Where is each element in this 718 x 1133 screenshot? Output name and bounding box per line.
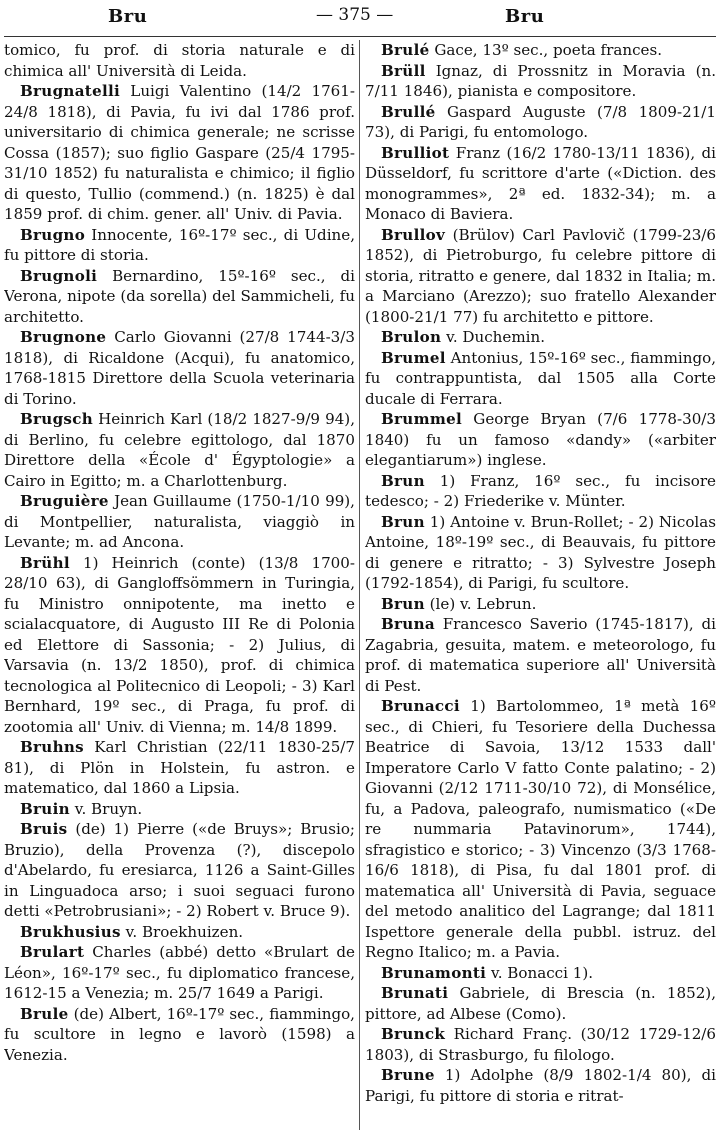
entry-text: tomico, fu prof. di storia naturale e di chimica all' Università di Leida. [4, 41, 355, 80]
entry-text: (le) v. Lebrun. [429, 594, 537, 613]
dictionary-entry [365, 61, 716, 102]
dictionary-entry [365, 409, 716, 471]
dictionary-entry [4, 942, 355, 1004]
dictionary-entry [4, 553, 355, 738]
entry-text: Francesco Saverio (1745-1817), di Zagabria, gesuita, matem. e meteorologo, fu prof. di matematica superiore all' Università di Pest. [365, 615, 716, 695]
dictionary-entry [4, 922, 355, 943]
entry-text: 1) Bartolommeo, 1ª metà 16º sec., di Chieri, fu Tesoriere della Duchessa Beatrice di Savoia, 13/12 1533 dall' Imperatore Carlo V fatto Conte palatino; - 2) Giovanni (2/12 1711-30/10 72), di Monsélice, fu, a Padova, paleografo, numismatico («De re nummaria Patavinorum», 1744), sfragistico e storico; - 3) Vincenzo (3/3 1768-16/6 1818), di Pisa, fu dal 1801 prof. di matematica all' Università di Pavia, seguace del metodo analitico del Lagrange; dal 1811 Ispettore generale della pubbl. istruz. del Regno Italico; m. a Pavia. [365, 697, 716, 961]
entry-text: Richard Franç. (30/12 1729-12/6 1803), di Strasburgo, fu filologo. [365, 1025, 716, 1064]
dictionary-entry [365, 348, 716, 410]
dictionary-entry [4, 491, 355, 553]
running-head-right: Bru [505, 6, 545, 27]
entry-headword: Brugno [20, 225, 86, 244]
entry-headword: Bruguière [20, 492, 109, 510]
entry-headword: Brunamonti [381, 963, 487, 982]
entry-text: Karl Christian (22/11 1830-25/7 81), di Plön in Holstein, fu astron. e matematico, dal 1860 a Lipsia. [4, 738, 355, 797]
dictionary-entry [365, 696, 716, 963]
dictionary-entry [4, 266, 355, 328]
entry-headword: Bruin [20, 799, 70, 818]
entry-headword: Brühl [20, 553, 70, 572]
entry-headword: Bruis [20, 820, 68, 838]
entry-text: v. Duchemin. [446, 328, 545, 346]
entry-headword: Bruhns [20, 738, 84, 756]
entry-headword: Brullov [381, 225, 446, 244]
entry-text: Charles (abbé) detto «Brulart de Léon», 16º-17º sec., fu diplomatico francese, 1612-15 a Venezia; m. 25/7 1649 a Parigi. [4, 943, 355, 1002]
entry-text: 1) Heinrich (conte) (13/8 1700-28/10 63), di Gangloffsömmern in Turingia, fu Ministro onnipotente, ma inetto e scialacquatore, di Augusto III Re di Polonia ed Elettore di Sassonia; - 2) Julius, di Varsavia (n. 13/2 1850), prof. di chimica tecnologica al Politecnico di Leopoli; - 3) Karl Bernhard, 19º sec., di Praga, fu prof. di zootomia all' Univ. di Vienna; m. 14/8 1899. [4, 553, 355, 736]
entry-headword: Brummel [381, 410, 463, 428]
header-rule [4, 36, 716, 37]
entry-headword: Brugnatelli [20, 82, 121, 100]
dictionary-entry [365, 614, 716, 696]
entry-headword: Brullé [381, 102, 436, 121]
entry-text: Franz (16/2 1780-13/11 1836), di Düsseldorf, fu scrittore d'arte («Diction. des monogrammes», 2ª ed. 1832-34); m. a Monaco di Baviera. [365, 143, 716, 223]
entry-headword: Bruna [381, 615, 435, 633]
entry-headword: Brumel [381, 348, 446, 367]
dictionary-entry [365, 471, 716, 512]
entry-text: (de) 1) Pierre («de Bruys»; Brusio; Bruzio), della Provenza (?), discepolo d'Abelardo, fu eresiarca, 1126 a Saint-Gilles in Linguadoca arso; i suoi seguaci furono detti «Petrobrusiani»; - 2) Robert v. Bruce 9). [4, 820, 355, 920]
entry-text: (de) Albert, 16º-17º sec., fiammingo, fu scultore in legno e lavorò (1598) a Venezia. [4, 1004, 355, 1064]
entry-headword: Brukhusius [20, 922, 121, 941]
entry-text: Gace, 13º sec., poeta frances. [434, 41, 663, 59]
entry-text: Heinrich Karl (18/2 1827-9/9 94), di Berlino, fu celebre egittologo, dal 1870 Direttore della «École d' Égyptologie» a Cairo in Egitto; m. a Charlottenburg. [4, 410, 355, 490]
dictionary-entry [4, 737, 355, 799]
page-number: — 375 — [316, 5, 394, 25]
dictionary-entry [4, 409, 355, 491]
entry-headword: Brulliot [381, 143, 450, 162]
right-column [365, 40, 716, 1130]
entry-text: Bernardino, 15º-16º sec., di Verona, nipote (da sorella) del Sammicheli, fu architetto. [4, 266, 355, 326]
entry-headword: Brun [381, 512, 425, 531]
entry-headword: Brulé [381, 41, 430, 59]
entry-headword: Brugnoli [20, 266, 98, 285]
dictionary-entry [365, 512, 716, 594]
entry-text: 1) Franz, 16º sec., fu incisore tedesco; - 2) Friederike v. Münter. [365, 471, 716, 510]
left-column [4, 40, 355, 1130]
entry-text: Antonius, 15º-16º sec., fiammingo, fu contrappuntista, dal 1505 alla Corte ducale di Ferrara. [365, 348, 716, 408]
entry-text: 1) Antoine v. Brun-Rollet; - 2) Nicolas Antoine, 18º-19º sec., di Beauvais, fu pittore di genere e ritratto; - 3) Sylvestre Joseph (1792-1854), di Parigi, fu scultore. [365, 512, 716, 592]
dictionary-entry [365, 1024, 716, 1065]
entry-headword: Brulon [381, 328, 442, 346]
dictionary-entry [4, 327, 355, 409]
dictionary-entry [365, 40, 716, 61]
entry-text: v. Broekhuizen. [125, 922, 244, 941]
entry-headword: Brun [381, 471, 425, 490]
dictionary-entry [365, 102, 716, 143]
dictionary-entry [4, 225, 355, 266]
entry-headword: Brun [381, 594, 425, 613]
dictionary-entry [365, 327, 716, 348]
entry-headword: Brugsch [20, 410, 93, 428]
entry-text: Gabriele, di Brescia (n. 1852), pittore, ad Albese (Como). [365, 984, 716, 1023]
entry-text: Jean Guillaume (1750-1/10 99), di Montpellier, naturalista, viaggiò in Levante; m. ad Ancona. [4, 492, 355, 551]
entry-text: George Bryan (7/6 1778-30/3 1840) fu un famoso «dandy» («arbiter elegantiarum») inglese. [365, 410, 716, 469]
dictionary-entry [4, 81, 355, 225]
dictionary-entry [365, 225, 716, 328]
entry-text: Gaspard Auguste (7/8 1809-21/1 73), di Parigi, fu entomologo. [365, 102, 716, 141]
entry-headword: Brugnone [20, 328, 107, 346]
entry-headword: Brunck [381, 1025, 446, 1043]
dictionary-entry [4, 40, 355, 81]
entry-text: Ignaz, di Prossnitz in Moravia (n. 7/11 1846), pianista e compositore. [365, 61, 716, 100]
dictionary-entry [365, 963, 716, 984]
running-head-left: Bru [108, 6, 148, 27]
entry-text: Carlo Giovanni (27/8 1744-3/3 1818), di Ricaldone (Acqui), fu anatomico, 1768-1815 Direttore della Scuola veterinaria di Torino. [4, 328, 355, 408]
dictionary-entry [365, 983, 716, 1024]
entry-text: Luigi Valentino (14/2 1761-24/8 1818), di Pavia, fu ivi dal 1786 prof. universitario di chimica generale; ne scrisse Cossa (1857); suo figlio Gaspare (25/4 1795-31/10 1852) fu naturalista e chimico; il figlio di questo, Tullio (commend.) (n. 1825) è dal 1859 prof. di chim. gener. all' Univ. di Pavia. [4, 82, 355, 223]
column-divider [359, 40, 360, 1130]
entry-headword: Brunacci [381, 697, 460, 715]
dictionary-entry [4, 1004, 355, 1066]
dictionary-entry [365, 143, 716, 225]
dictionary-entry [365, 1065, 716, 1106]
dictionary-entry [4, 819, 355, 922]
entry-headword: Brüll [381, 61, 426, 80]
entry-headword: Brunati [381, 984, 449, 1002]
entry-text: v. Bonacci 1). [490, 963, 594, 982]
entry-headword: Brune [381, 1066, 435, 1084]
entry-text: Innocente, 16º-17º sec., di Udine, fu pittore di storia. [4, 225, 355, 264]
entry-text: v. Bruyn. [74, 799, 143, 818]
entry-headword: Brule [20, 1004, 69, 1023]
dictionary-entry [365, 594, 716, 615]
entry-text: 1) Adolphe (8/9 1802-1/4 80), di Parigi, fu pittore di storia e ritrat- [365, 1066, 716, 1105]
page-header [0, 0, 718, 34]
entry-text: (Brülov) Carl Pavlovič (1799-23/6 1852), di Pietroburgo, fu celebre pittore di storia, ritratto e genere, dal 1832 in Italia; m. a Marciano (Arezzo); suo fratello Alexander (1800-21/1 77) fu architetto e pittore. [365, 225, 716, 326]
dictionary-entry [4, 799, 355, 820]
entry-headword: Brulart [20, 943, 85, 961]
